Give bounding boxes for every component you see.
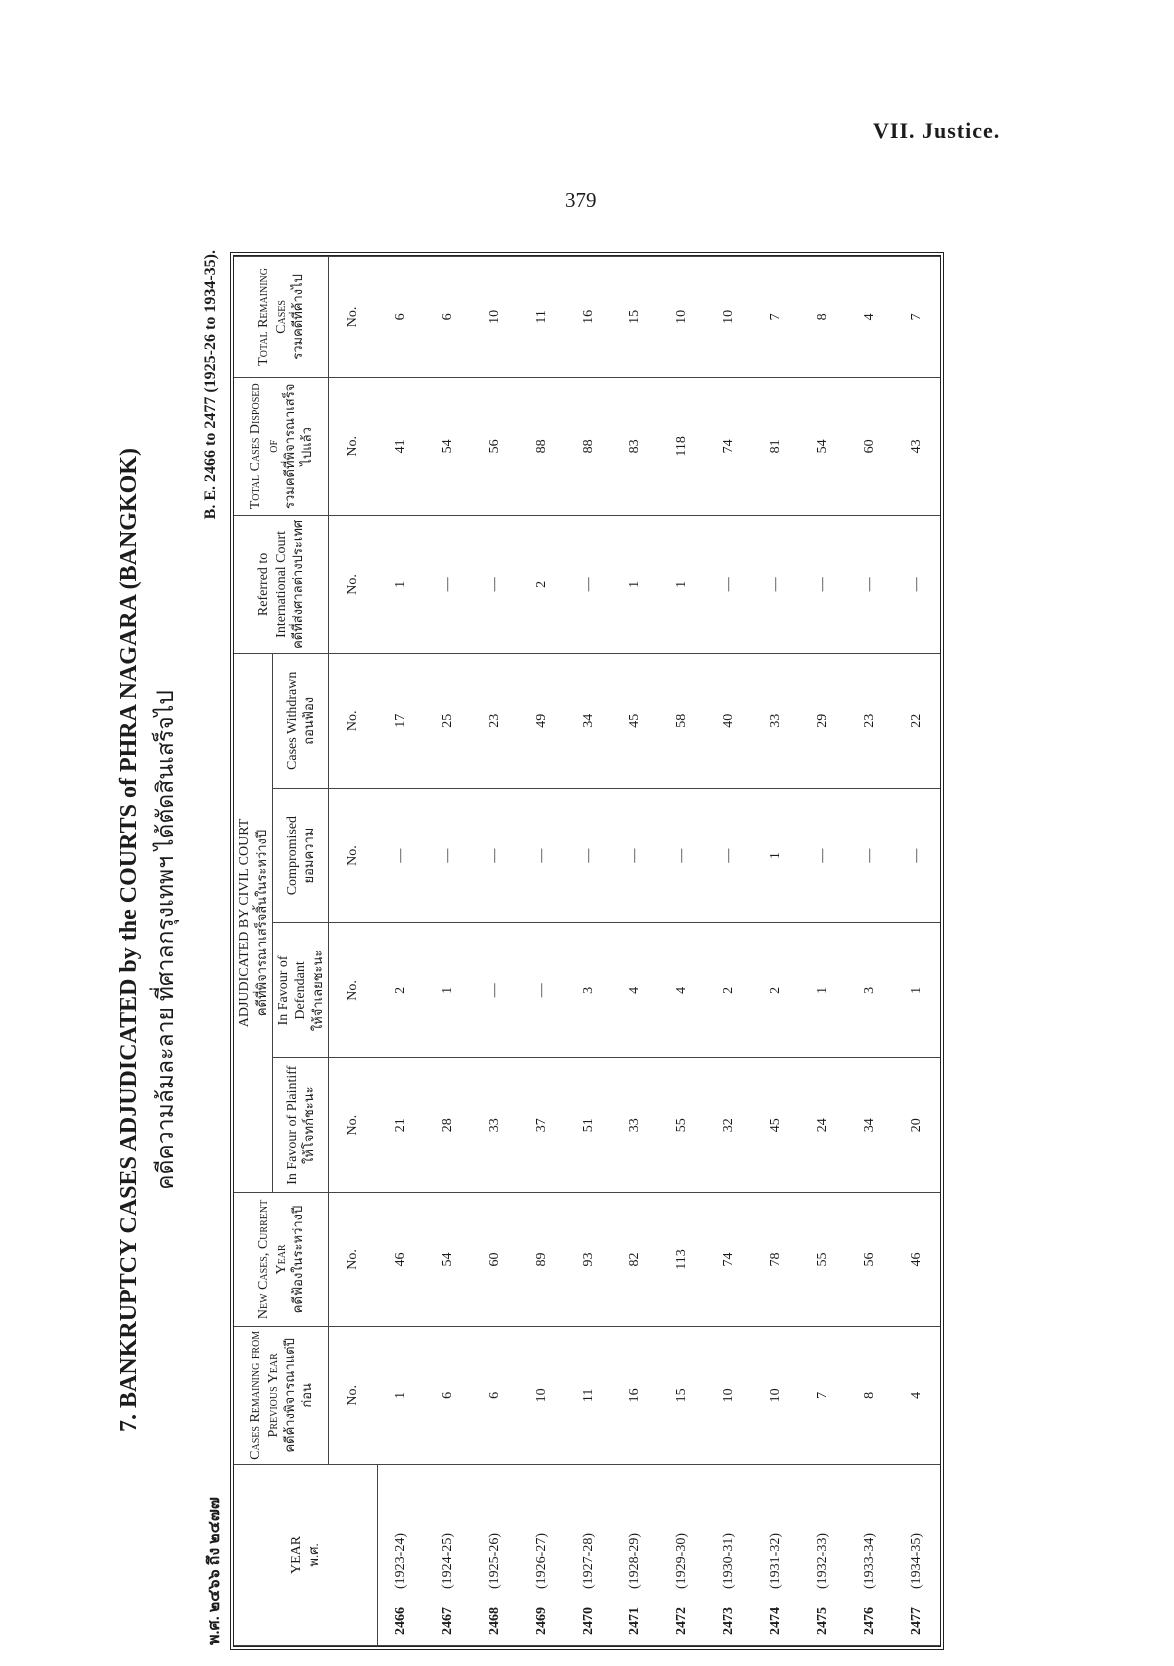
- header-new-cases: [234, 1193, 329, 1327]
- no-label: No.: [329, 653, 378, 788]
- compromised-cell: —: [706, 788, 753, 923]
- disposed-cell: 83: [612, 377, 659, 515]
- referred-cell: 2: [518, 515, 565, 653]
- disposed-cell: 118: [659, 377, 706, 515]
- referred-cell: —: [799, 515, 846, 653]
- total-remaining-cell: 16: [565, 257, 612, 378]
- disposed-cell: 88: [518, 377, 565, 515]
- year-be: 2477: [908, 1607, 924, 1635]
- total-remaining-cell: 6: [425, 257, 472, 378]
- referred-cell: —: [846, 515, 893, 653]
- header-remaining-prev-label: Cases Remaining from Previous Year: [248, 1330, 281, 1460]
- year-be: 2476: [861, 1607, 877, 1635]
- total-remaining-cell: 6: [377, 257, 425, 378]
- plaintiff-cell: 24: [799, 1058, 846, 1193]
- defendant-cell: 2: [377, 923, 425, 1058]
- year-ad: (1932-33): [814, 1533, 830, 1589]
- defendant-cell: 1: [425, 923, 472, 1058]
- withdrawn-cell: 17: [377, 653, 425, 788]
- era-thai: พ.ศ. ๒๔๖๖ ถึง ๒๔๗๗: [206, 1497, 223, 1645]
- header-defendant-thai: ให้จำเลยชะนะ: [309, 949, 325, 1032]
- total-remaining-cell: 10: [659, 257, 706, 378]
- new-cell: 54: [425, 1193, 472, 1327]
- referred-cell: 1: [659, 515, 706, 653]
- referred-cell: 1: [377, 515, 425, 653]
- header-disposed-label: Total Cases Disposed of: [248, 383, 281, 510]
- year-be: 2473: [721, 1607, 737, 1635]
- plaintiff-cell: 51: [565, 1058, 612, 1193]
- new-cell: 56: [846, 1193, 893, 1327]
- withdrawn-cell: 25: [425, 653, 472, 788]
- header-adjudicated-label: ADJUDICATED BY CIVIL COURT: [237, 818, 252, 1028]
- table-row: [425, 257, 472, 1646]
- new-cell: 113: [659, 1193, 706, 1327]
- withdrawn-cell: 40: [706, 653, 753, 788]
- year-cell: [706, 1464, 753, 1645]
- header-compromised: [272, 788, 328, 923]
- year-be: 2467: [439, 1607, 455, 1635]
- header-compromised-thai: ยอมความ: [301, 827, 316, 884]
- compromised-cell: —: [893, 788, 940, 923]
- header-plaintiff-label: In Favour of Plaintiff: [284, 1065, 300, 1185]
- header-new-cases-label: New Cases, Current Year: [256, 1199, 289, 1320]
- header-remaining-prev-thai: คดีค้างพิจารณาแต่ปีก่อน: [282, 1338, 314, 1453]
- year-cell: [753, 1464, 800, 1645]
- compromised-cell: —: [425, 788, 472, 923]
- table-row: [565, 257, 612, 1646]
- year-cell: [425, 1464, 472, 1645]
- remaining-cell: 10: [518, 1326, 565, 1464]
- year-ad: (1925-26): [486, 1533, 502, 1589]
- defendant-cell: 3: [846, 923, 893, 1058]
- year-cell: [893, 1464, 940, 1645]
- year-cell: [565, 1464, 612, 1645]
- withdrawn-cell: 23: [471, 653, 518, 788]
- year-ad: (1927-28): [580, 1533, 596, 1589]
- no-label: No.: [329, 257, 378, 378]
- header-adjudicated: [234, 653, 272, 1192]
- table-row: [518, 257, 565, 1646]
- defendant-cell: 1: [799, 923, 846, 1058]
- table-row: [893, 257, 940, 1646]
- header-plaintiff: [272, 1058, 328, 1193]
- remaining-cell: 15: [659, 1326, 706, 1464]
- rotated-table-page: [116, 245, 956, 1650]
- new-cell: 60: [471, 1193, 518, 1327]
- year-ad: (1931-32): [767, 1533, 783, 1589]
- referred-cell: —: [753, 515, 800, 653]
- year-ad: (1933-34): [861, 1533, 877, 1589]
- table-frame: [230, 252, 944, 1650]
- defendant-cell: —: [471, 923, 518, 1058]
- year-ad: (1923-24): [393, 1533, 408, 1589]
- remaining-cell: 11: [565, 1326, 612, 1464]
- new-cell: 46: [893, 1193, 940, 1327]
- table-row: [799, 257, 846, 1646]
- header-withdrawn-label: Cases Withdrawn: [284, 671, 300, 770]
- total-remaining-cell: 4: [846, 257, 893, 378]
- year-ad: (1924-25): [439, 1533, 455, 1589]
- era-english: B. E. 2466 to 2477 (1925-26 to 1934-35).: [202, 250, 219, 520]
- table-title-thai: คดีความล้มละลาย ที่ศาลกรุงเทพฯ ได้ตัดสินเสร็จไป: [153, 690, 178, 1190]
- new-cell: 46: [377, 1193, 425, 1327]
- no-label: No.: [329, 377, 378, 515]
- withdrawn-cell: 45: [612, 653, 659, 788]
- year-cell: [471, 1464, 518, 1645]
- remaining-cell: 8: [846, 1326, 893, 1464]
- total-remaining-cell: 10: [471, 257, 518, 378]
- plaintiff-cell: 33: [612, 1058, 659, 1193]
- referred-cell: —: [565, 515, 612, 653]
- year-ad: (1928-29): [627, 1533, 643, 1589]
- new-cell: 74: [706, 1193, 753, 1327]
- defendant-cell: 4: [612, 923, 659, 1058]
- withdrawn-cell: 29: [799, 653, 846, 788]
- header-total-remaining: [234, 257, 329, 378]
- year-be: 2468: [486, 1607, 502, 1635]
- compromised-cell: —: [518, 788, 565, 923]
- page-number: 379: [565, 188, 597, 212]
- disposed-cell: 54: [425, 377, 472, 515]
- disposed-cell: 56: [471, 377, 518, 515]
- plaintiff-cell: 33: [471, 1058, 518, 1193]
- disposed-cell: 54: [799, 377, 846, 515]
- remaining-cell: 7: [799, 1326, 846, 1464]
- year-be: 2475: [814, 1607, 830, 1635]
- plaintiff-cell: 55: [659, 1058, 706, 1193]
- plaintiff-cell: 28: [425, 1058, 472, 1193]
- header-new-cases-thai: คดีฟ้องในระหว่างปี: [290, 1205, 306, 1314]
- remaining-cell: 16: [612, 1326, 659, 1464]
- year-ad: (1929-30): [674, 1533, 690, 1589]
- table-body: [377, 257, 940, 1646]
- table-row: [846, 257, 893, 1646]
- remaining-cell: 10: [706, 1326, 753, 1464]
- disposed-cell: 81: [753, 377, 800, 515]
- year-be: 2469: [533, 1607, 549, 1635]
- disposed-cell: 41: [377, 377, 425, 515]
- year-be: 2471: [627, 1607, 643, 1635]
- year-cell: [377, 1464, 425, 1645]
- compromised-cell: —: [565, 788, 612, 923]
- compromised-cell: —: [846, 788, 893, 923]
- header-defendant: [272, 923, 328, 1058]
- section-header: VII. Justice.: [873, 118, 1001, 143]
- compromised-cell: —: [612, 788, 659, 923]
- year-ad: (1926-27): [533, 1533, 549, 1589]
- header-withdrawn-thai: ถอนฟ้อง: [301, 696, 316, 745]
- compromised-cell: —: [799, 788, 846, 923]
- plaintiff-cell: 20: [893, 1058, 940, 1193]
- defendant-cell: 4: [659, 923, 706, 1058]
- defendant-cell: 2: [706, 923, 753, 1058]
- no-label: No.: [329, 1193, 378, 1327]
- remaining-cell: 6: [471, 1326, 518, 1464]
- header-referred: [234, 515, 329, 653]
- disposed-cell: 74: [706, 377, 753, 515]
- header-referred-thai: คดีที่ส่งศาลต่างประเทศ: [290, 519, 306, 649]
- header-disposed-thai: รวมคดีที่พิจารณาเสร็จไปแล้ว: [282, 383, 314, 510]
- year-be: 2470: [580, 1607, 596, 1635]
- new-cell: 93: [565, 1193, 612, 1327]
- header-year-thai: พ.ศ.: [305, 1543, 321, 1567]
- year-cell: [518, 1464, 565, 1645]
- plaintiff-cell: 32: [706, 1058, 753, 1193]
- disposed-cell: 60: [846, 377, 893, 515]
- table-title: 7. BANKRUPTCY CASES ADJUDICATED by the COURTS of PHRA NAGARA (BANGKOK): [116, 448, 142, 1432]
- year-cell: [659, 1464, 706, 1645]
- header-withdrawn: [272, 653, 328, 788]
- compromised-cell: —: [659, 788, 706, 923]
- no-label: No.: [329, 515, 378, 653]
- header-adjudicated-thai: คดีที่พิจารณาเสร็จสิ้นในระหว่างปี: [253, 829, 269, 1017]
- total-remaining-cell: 10: [706, 257, 753, 378]
- referred-cell: —: [706, 515, 753, 653]
- table-row: [706, 257, 753, 1646]
- header-total-remaining-thai: รวมคดีที่ค้างไป: [290, 274, 306, 360]
- compromised-cell: 1: [753, 788, 800, 923]
- total-remaining-cell: 8: [799, 257, 846, 378]
- table-row: [612, 257, 659, 1646]
- defendant-cell: —: [518, 923, 565, 1058]
- remaining-cell: 4: [893, 1326, 940, 1464]
- table-row: [471, 257, 518, 1646]
- year-cell: [846, 1464, 893, 1645]
- withdrawn-cell: 22: [893, 653, 940, 788]
- compromised-cell: —: [471, 788, 518, 923]
- disposed-cell: 88: [565, 377, 612, 515]
- table-row: [659, 257, 706, 1646]
- year-ad: (1934-35): [908, 1533, 924, 1589]
- no-label: No.: [329, 1326, 378, 1464]
- no-label: No.: [329, 923, 378, 1058]
- table-row: [377, 257, 425, 1646]
- defendant-cell: 3: [565, 923, 612, 1058]
- total-remaining-cell: 11: [518, 257, 565, 378]
- referred-cell: —: [893, 515, 940, 653]
- year-cell: [799, 1464, 846, 1645]
- header-year: [234, 1464, 377, 1645]
- withdrawn-cell: 49: [518, 653, 565, 788]
- total-remaining-cell: 15: [612, 257, 659, 378]
- header-plaintiff-thai: ให้โจทก์ชะนะ: [301, 1086, 316, 1165]
- plaintiff-cell: 45: [753, 1058, 800, 1193]
- header-referred-label: Referred to International Court: [256, 530, 289, 638]
- referred-cell: —: [425, 515, 472, 653]
- new-cell: 78: [753, 1193, 800, 1327]
- new-cell: 82: [612, 1193, 659, 1327]
- defendant-cell: 2: [753, 923, 800, 1058]
- total-remaining-cell: 7: [753, 257, 800, 378]
- header-remaining-prev: [234, 1326, 329, 1464]
- withdrawn-cell: 33: [753, 653, 800, 788]
- withdrawn-cell: 58: [659, 653, 706, 788]
- total-remaining-cell: 7: [893, 257, 940, 378]
- year-be: 2474: [767, 1607, 783, 1635]
- withdrawn-cell: 34: [565, 653, 612, 788]
- header-compromised-label: Compromised: [284, 815, 300, 896]
- new-cell: 89: [518, 1193, 565, 1327]
- year-be: 2472: [674, 1607, 690, 1635]
- compromised-cell: —: [377, 788, 425, 923]
- plaintiff-cell: 21: [377, 1058, 425, 1193]
- year-be: 2466: [393, 1607, 408, 1635]
- header-defendant-label: In Favour of Defendant: [275, 955, 309, 1026]
- new-cell: 55: [799, 1193, 846, 1327]
- remaining-cell: 1: [377, 1326, 425, 1464]
- header-total-remaining-label: Total Remaining Cases: [256, 268, 289, 366]
- remaining-cell: 10: [753, 1326, 800, 1464]
- header-year-label: YEAR: [289, 1535, 305, 1574]
- table-row: [753, 257, 800, 1646]
- header-disposed: [234, 377, 329, 515]
- referred-cell: 1: [612, 515, 659, 653]
- no-label: No.: [329, 788, 378, 923]
- disposed-cell: 43: [893, 377, 940, 515]
- remaining-cell: 6: [425, 1326, 472, 1464]
- referred-cell: —: [471, 515, 518, 653]
- plaintiff-cell: 37: [518, 1058, 565, 1193]
- year-cell: [612, 1464, 659, 1645]
- defendant-cell: 1: [893, 923, 940, 1058]
- bankruptcy-table: [234, 256, 940, 1646]
- plaintiff-cell: 34: [846, 1058, 893, 1193]
- no-label: No.: [329, 1058, 378, 1193]
- year-ad: (1930-31): [721, 1533, 737, 1589]
- withdrawn-cell: 23: [846, 653, 893, 788]
